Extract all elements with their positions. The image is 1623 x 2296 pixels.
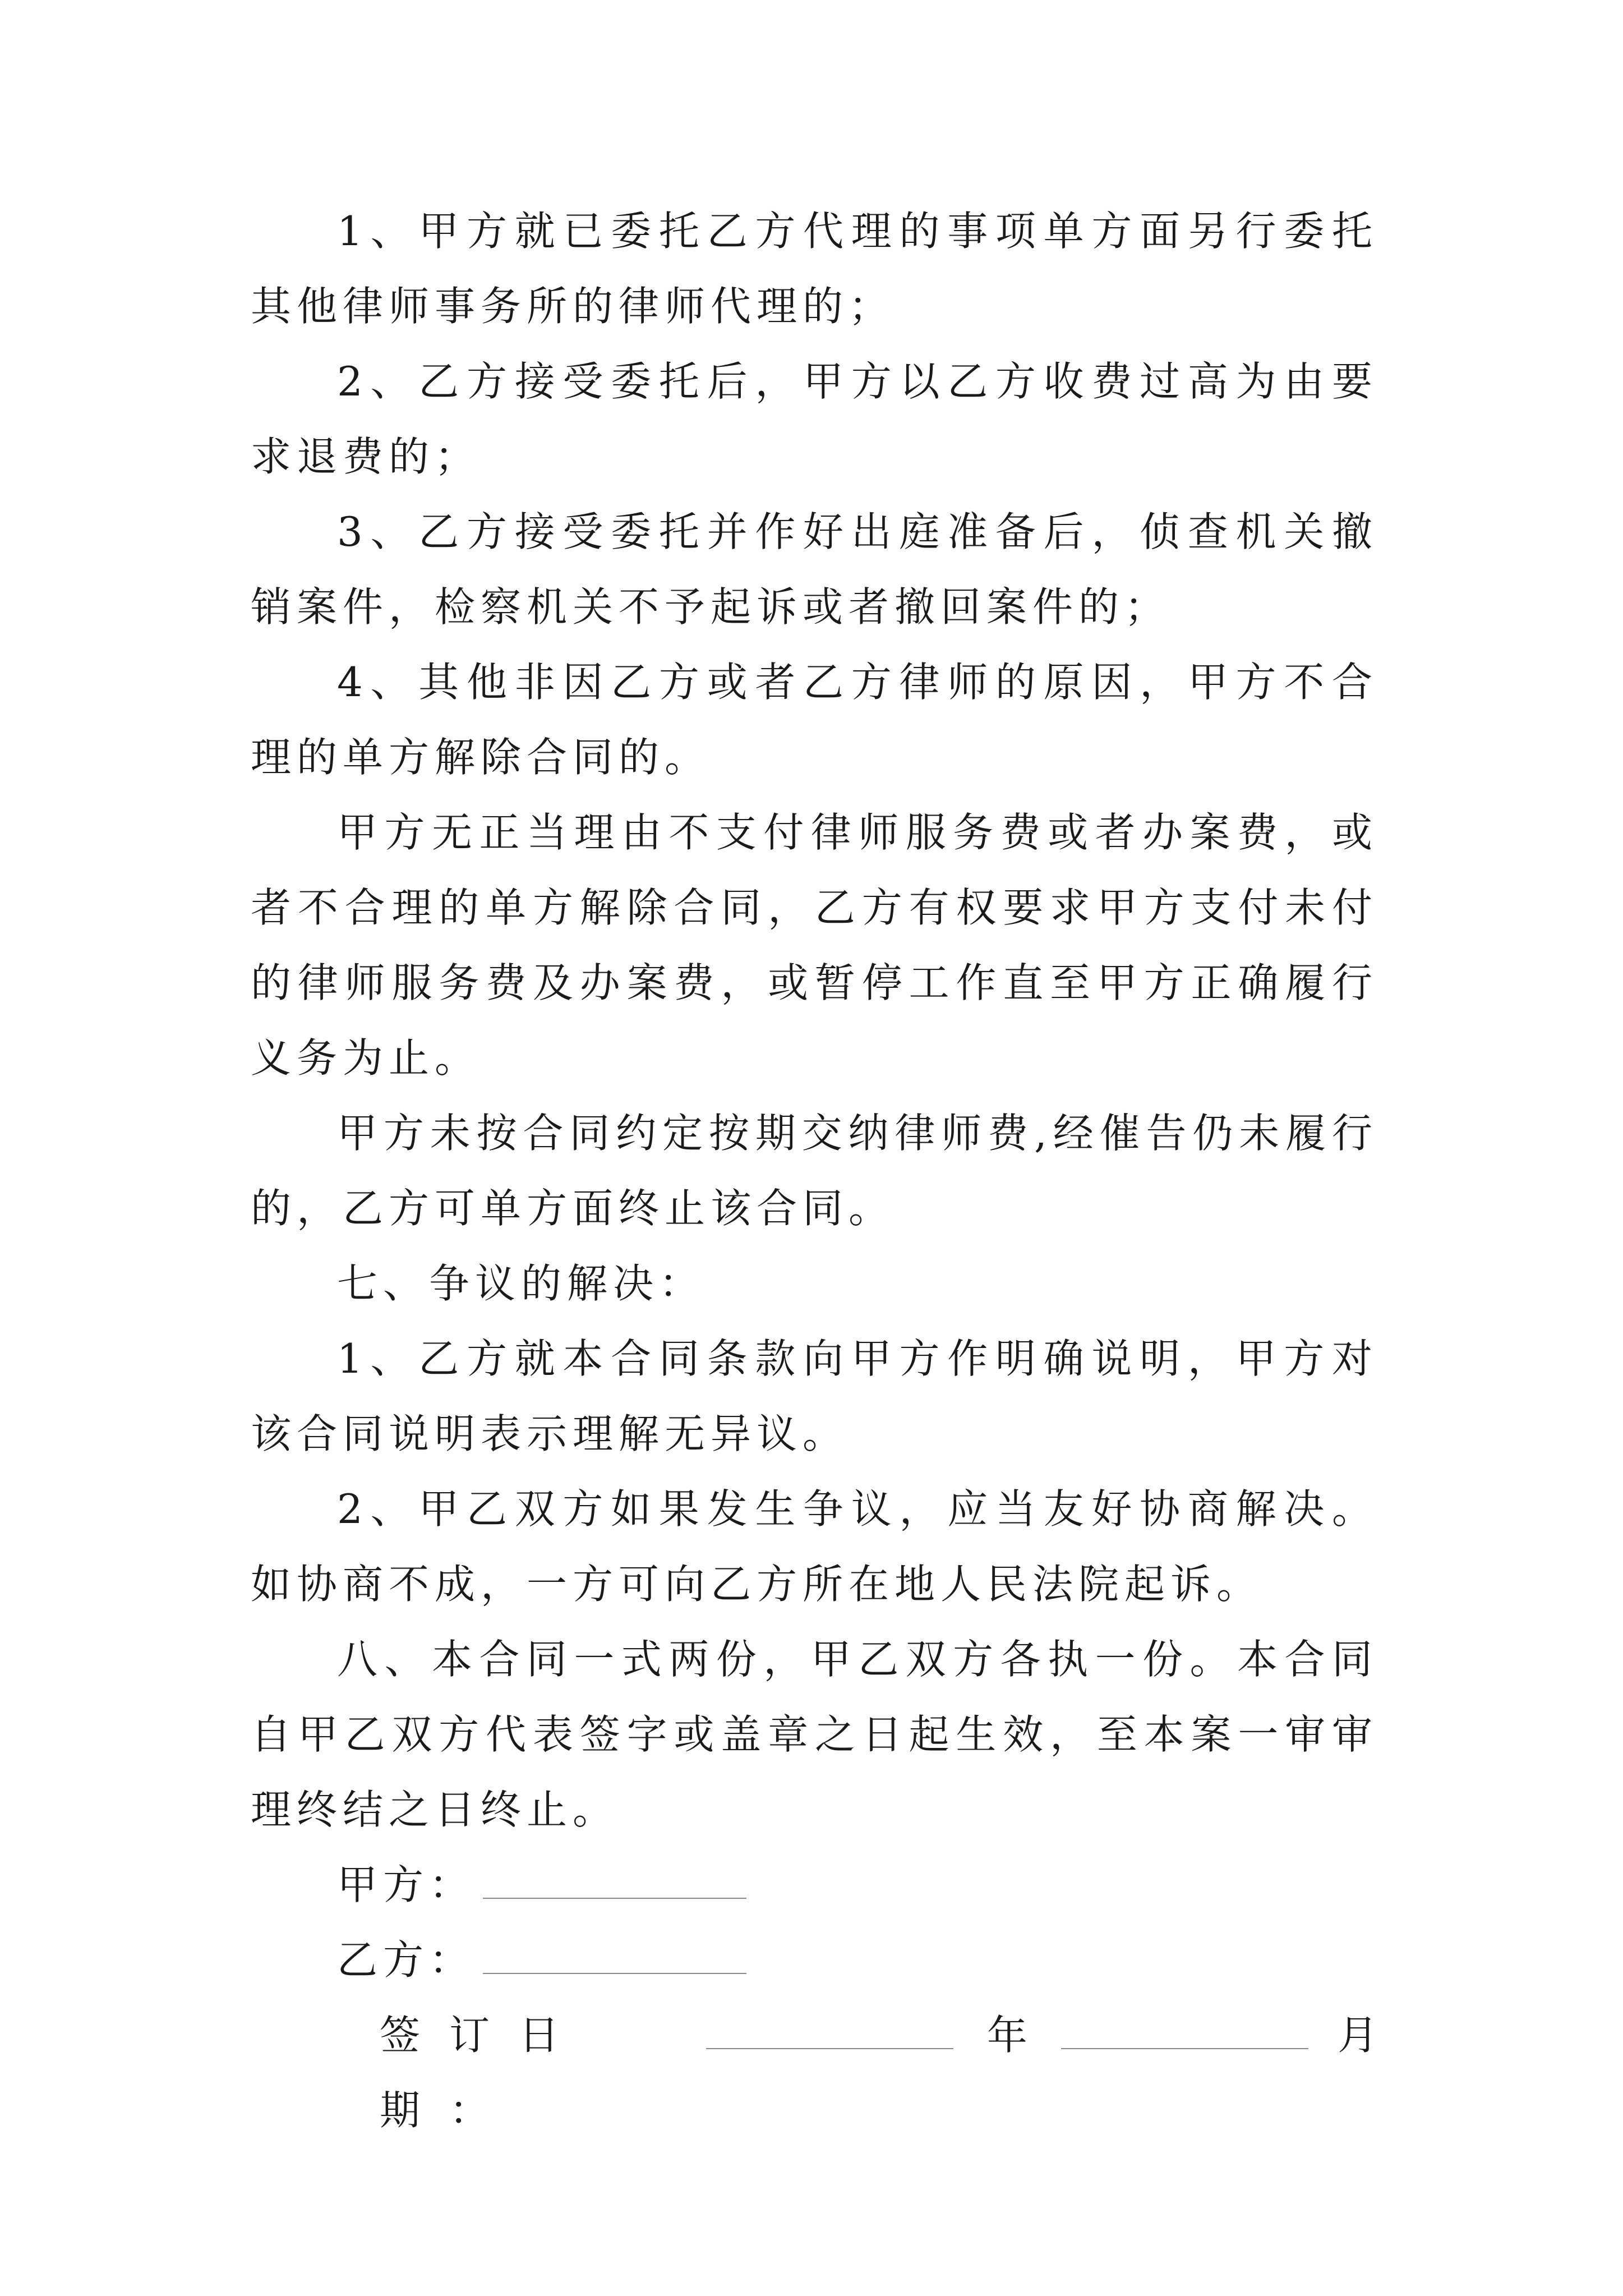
dispute-clause-1: 1、乙方就本合同条款向甲方作明确说明，甲方对该合同说明表示理解无异议。 [251, 1335, 1378, 1457]
party-a-label: 甲方： [337, 1861, 476, 1908]
year-unit: 年 [986, 2012, 1027, 2059]
section-heading-dispute: 七、争议的解决： [337, 1260, 706, 1307]
clause-3: 3、乙方接受委托并作好出庭准备后，侦查机关撤销案件，检察机关不予起诉或者撤回案件的； [251, 508, 1378, 631]
signing-date-label: 签订日期： [380, 2012, 589, 2134]
party-a-blank[interactable] [483, 1866, 746, 1899]
party-a-signature-line [251, 1847, 1378, 1922]
document-page [251, 194, 1378, 2148]
clause-1: 1、甲方就已委托乙方代理的事项单方面另行委托其他律师事务所的律师代理的； [251, 208, 1378, 330]
paragraph-unpaid-fees: 甲方无正当理由不支付律师服务费或者办案费，或者不合理的单方解除合同，乙方有权要求甲方支付未付的律师服务费及办案费，或暂停工作直至甲方正确履行义务为止。 [251, 809, 1378, 1082]
dispute-clause-2: 2、甲乙双方如果发生争议，应当友好协商解决。如协商不成，一方可向乙方所在地人民法院起诉。 [251, 1485, 1378, 1608]
year-blank[interactable] [706, 2017, 953, 2049]
party-b-blank[interactable] [483, 1941, 746, 1974]
section-copies-effective: 八、本合同一式两份，甲乙双方各执一份。本合同自甲乙双方代表签字或盖章之日起生效，至本案一审审理终结之日终止。 [251, 1636, 1378, 1833]
signing-date-line [251, 1998, 1378, 2148]
paragraph-termination: 甲方未按合同约定按期交纳律师费,经催告仍未履行的，乙方可单方面终止该合同。 [251, 1110, 1378, 1232]
party-b-label: 乙方： [337, 1936, 476, 1984]
month-blank[interactable] [1061, 2017, 1308, 2049]
clause-2: 2、乙方接受委托后，甲方以乙方收费过高为由要求退费的； [251, 358, 1378, 480]
month-unit: 月 [1337, 2012, 1378, 2059]
clause-4: 4、其他非因乙方或者乙方律师的原因，甲方不合理的单方解除合同的。 [251, 659, 1378, 781]
party-b-signature-line [251, 1922, 1378, 1998]
